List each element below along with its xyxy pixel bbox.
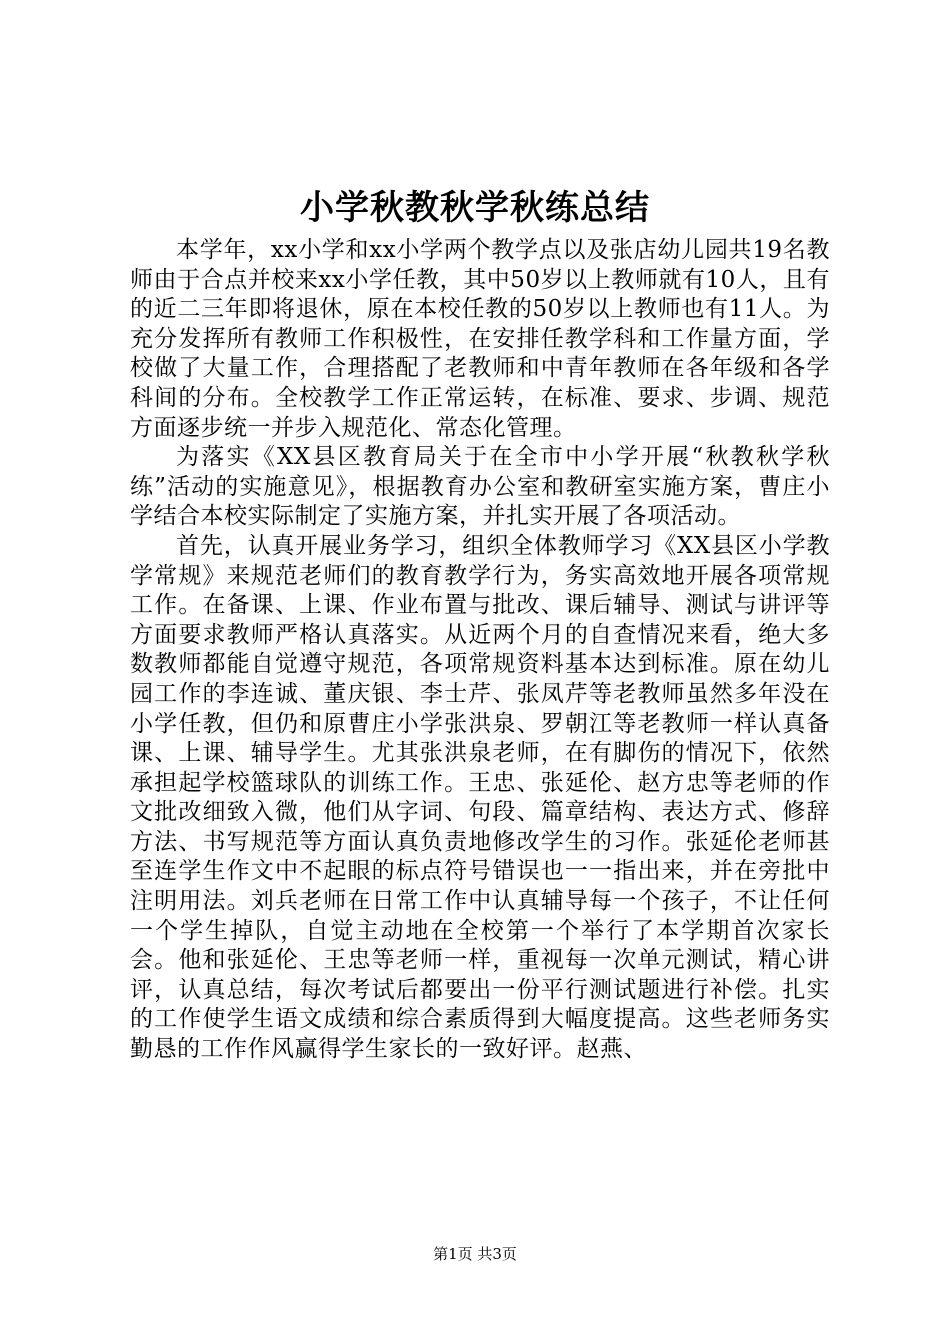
- paragraph-2: 为落实《XX县区教育局关于在全市中小学开展“秋教秋学秋练”活动的实施意见》，根据教育办公室和教研室实施方案，曹庄小学结合本校实际制定了实施方案，并扎实开展了各项活动。: [130, 444, 830, 530]
- paragraph-1: 本学年，xx小学和xx小学两个教学点以及张店幼儿园共19名教师由于合点并校来xx小学任教，其中50岁以上教师就有10人，且有的近二三年即将退休，原在本校任教的50岁以上教师也有11人。为充分发挥所有教师工作积极性，在安排任教学科和工作量方面，学校做了大量工作，合理搭配了老教师和中青年教师在各年级和各学科间的分布。全校教学工作正常运转，在标准、要求、步调、规范方面逐步统一并步入规范化、常态化管理。: [130, 237, 830, 441]
- page-footer: 第1页 共3页: [433, 1245, 517, 1263]
- paragraph-3: 首先，认真开展业务学习，组织全体教师学习《XX县区小学教学常规》来规范老师们的教育教学行为，务实高效地开展各项常规工作。在备课、上课、作业布置与批改、课后辅导、测试与讲评等方面要求教师严格认真落实。从近两个月的自查情况来看，绝大多数教师都能自觉遵守规范，各项常规资料基本达到标准。原在幼儿园工作的李连诚、董庆银、李士芹、张凤芹等老教师虽然多年没在小学任教，但仍和原曹庄小学张洪泉、罗朝江等老教师一样认真备课、上课、辅导学生。尤其张洪泉老师，在有脚伤的情况下，依然承担起学校篮球队的训练工作。王忠、张延伦、赵方忠等老师的作文批改细致入微，他们从字词、句段、篇章结构、表达方式、修辞方法、书写规范等方面认真负责地修改学生的习作。张延伦老师甚至连学生作文中不起眼的标点符号错误也一一指出来，并在旁批中注明用法。刘兵老师在日常工作中认真辅导每一个孩子，不让任何一个学生掉队，自觉主动地在全校第一个举行了本学期首次家长会。他和张延伦、王忠等老师一样，重视每一次单元测试，精心讲评，认真总结，每次考试后都要出一份平行测试题进行补偿。扎实的工作使学生语文成绩和综合素质得到大幅度提高。这些老师务实勤恳的工作作风赢得学生家长的一致好评。赵燕、: [130, 532, 830, 1063]
- document-title: 小学秋教秋学秋练总结: [300, 188, 650, 228]
- document-body: [130, 236, 830, 1065]
